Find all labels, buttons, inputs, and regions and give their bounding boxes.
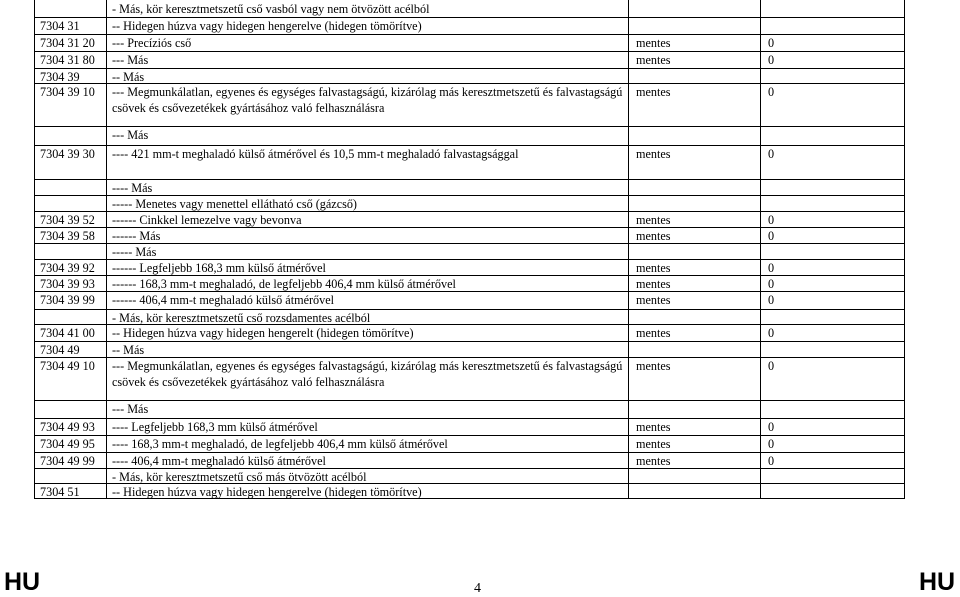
row-code: 7304 51 [40, 484, 80, 499]
row-unit: 0 [768, 35, 775, 50]
row-rate: mentes [636, 35, 671, 50]
row-desc: --- Megmunkálatlan, egyenes és egységes falvastagságú, kizárólag más keresztmetszetű és falvastagságú csövek és csővezetékek gyártásához való felhasználásra [112, 84, 623, 115]
row-unit: 0 [768, 358, 775, 373]
row-rate: mentes [636, 276, 671, 291]
row-code: 7304 49 10 [40, 358, 95, 373]
row-code: 7304 49 95 [40, 436, 95, 451]
row-desc: ------ 168,3 mm-t meghaladó, de legfeljebb 406,4 mm külső átmérővel [112, 276, 456, 291]
row-code: 7304 39 93 [40, 276, 95, 291]
row-desc: -- Hidegen húzva vagy hidegen hengerelt (hidegen tömörítve) [112, 325, 414, 340]
row-desc: --- Más [112, 52, 149, 67]
page-number: 4 [474, 581, 481, 596]
row-code: 7304 39 52 [40, 212, 95, 227]
row-desc: -- Hidegen húzva vagy hidegen hengerelve (hidegen tömörítve) [112, 484, 422, 499]
row-code: 7304 31 [40, 18, 80, 33]
row-desc: ------ Legfeljebb 168,3 mm külső átmérővel [112, 260, 326, 275]
row-rate: mentes [636, 436, 671, 451]
row-unit: 0 [768, 276, 775, 291]
row-code: 7304 31 80 [40, 52, 95, 67]
row-unit: 0 [768, 146, 775, 161]
row-desc: ------ 406,4 mm-t meghaladó külső átmérővel [112, 292, 335, 307]
row-code: 7304 31 20 [40, 35, 95, 50]
row-desc: --- Más [112, 401, 149, 416]
footer-right-label: HU [919, 568, 956, 596]
row-desc: --- Precíziós cső [112, 35, 192, 50]
row-rate: mentes [636, 260, 671, 275]
row-desc: ------ Más [112, 228, 161, 243]
column-border [106, 0, 107, 498]
row-unit: 0 [768, 84, 775, 99]
row-code: 7304 39 10 [40, 84, 95, 99]
row-rate: mentes [636, 228, 671, 243]
row-code: 7304 49 99 [40, 453, 95, 468]
column-border [904, 0, 905, 498]
row-desc: - Más, kör keresztmetszetű cső vasból vagy nem ötvözött acélból [112, 1, 430, 16]
row-desc: ----- Menetes vagy menettel ellátható cső (gázcső) [112, 196, 357, 211]
row-code: 7304 39 30 [40, 146, 95, 161]
row-unit: 0 [768, 419, 775, 434]
row-desc: -- Más [112, 69, 145, 84]
row-rate: mentes [636, 212, 671, 227]
row-unit: 0 [768, 436, 775, 451]
row-rate: mentes [636, 325, 671, 340]
row-unit: 0 [768, 260, 775, 275]
row-unit: 0 [768, 325, 775, 340]
row-code: 7304 49 [40, 342, 80, 357]
row-desc: ---- Más [112, 180, 153, 195]
row-desc: ------ Cinkkel lemezelve vagy bevonva [112, 212, 302, 227]
row-desc: - Más, kör keresztmetszetű cső más ötvözött acélból [112, 469, 367, 484]
row-desc: ---- Legfeljebb 168,3 mm külső átmérővel [112, 419, 318, 434]
row-code: 7304 49 93 [40, 419, 95, 434]
row-unit: 0 [768, 292, 775, 307]
row-desc: -- Hidegen húzva vagy hidegen hengerelve (hidegen tömörítve) [112, 18, 422, 33]
row-code: 7304 39 [40, 69, 80, 84]
row-rate: mentes [636, 146, 671, 161]
row-code: 7304 39 99 [40, 292, 95, 307]
row-desc: ---- 406,4 mm-t meghaladó külső átmérővel [112, 453, 326, 468]
row-unit: 0 [768, 212, 775, 227]
row-code: 7304 39 92 [40, 260, 95, 275]
row-rate: mentes [636, 292, 671, 307]
row-desc: ---- 168,3 mm-t meghaladó, de legfeljebb 406,4 mm külső átmérővel [112, 436, 448, 451]
row-desc: --- Más [112, 127, 149, 142]
row-desc: --- Megmunkálatlan, egyenes és egységes falvastagságú, kizárólag más keresztmetszetű és falvastagságú csövek és csővezetékek gyártásához való felhasználásra [112, 358, 623, 389]
row-unit: 0 [768, 228, 775, 243]
footer-left-label: HU [4, 568, 41, 596]
row-rate: mentes [636, 52, 671, 67]
row-unit: 0 [768, 52, 775, 67]
column-border [34, 0, 35, 498]
row-rate: mentes [636, 84, 671, 99]
column-border [760, 0, 761, 498]
row-desc: ---- 421 mm-t meghaladó külső átmérővel és 10,5 mm-t meghaladó falvastagsággal [112, 146, 519, 161]
row-code: 7304 39 58 [40, 228, 95, 243]
row-desc: - Más, kör keresztmetszetű cső rozsdamentes acélból [112, 310, 371, 325]
row-unit: 0 [768, 453, 775, 468]
row-code: 7304 41 00 [40, 325, 95, 340]
row-rate: mentes [636, 419, 671, 434]
row-rate: mentes [636, 358, 671, 373]
row-desc: ----- Más [112, 244, 157, 259]
row-desc: -- Más [112, 342, 145, 357]
row-rate: mentes [636, 453, 671, 468]
